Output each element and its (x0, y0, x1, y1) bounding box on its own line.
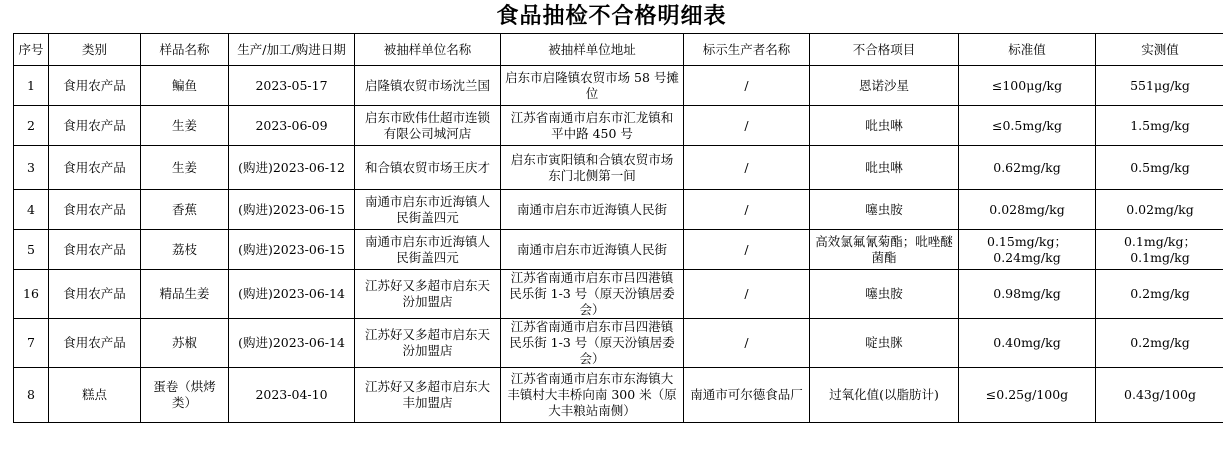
cell-item: 吡虫啉 (810, 106, 959, 146)
header-no: 序号 (14, 34, 49, 66)
table-row (14, 106, 1223, 146)
cell-standard: ≤0.5mg/kg (959, 106, 1096, 146)
cell-item: 噻虫胺 (810, 270, 959, 319)
table-row (14, 146, 1223, 190)
cell-measured: 0.1mg/kg； 0.1mg/kg (1096, 230, 1223, 270)
cell-category: 食用农产品 (49, 319, 141, 368)
cell-date: 2023-06-09 (229, 106, 355, 146)
cell-item: 恩诺沙星 (810, 66, 959, 106)
cell-producer: / (684, 319, 810, 368)
header-date: 生产/加工/购进日期 (229, 34, 355, 66)
table-header-row (14, 34, 1223, 66)
cell-address: 启东市寅阳镇和合镇农贸市场东门北侧第一间 (501, 146, 684, 190)
cell-item: 过氧化值(以脂肪计) (810, 368, 959, 423)
header-standard: 标准值 (959, 34, 1096, 66)
cell-standard: 0.40mg/kg (959, 319, 1096, 368)
cell-no: 7 (14, 319, 49, 368)
cell-measured: 1.5mg/kg (1096, 106, 1223, 146)
cell-measured: 0.02mg/kg (1096, 190, 1223, 230)
cell-date: (购进)2023-06-14 (229, 319, 355, 368)
header-item: 不合格项目 (810, 34, 959, 66)
cell-no: 5 (14, 230, 49, 270)
cell-no: 4 (14, 190, 49, 230)
cell-standard: ≤0.25g/100g (959, 368, 1096, 423)
cell-no: 3 (14, 146, 49, 190)
header-measured: 实测值 (1096, 34, 1223, 66)
header-category: 类别 (49, 34, 141, 66)
table-row (14, 66, 1223, 106)
table-row (14, 190, 1223, 230)
cell-sample: 苏椒 (141, 319, 229, 368)
cell-category: 食用农产品 (49, 190, 141, 230)
cell-measured: 0.2mg/kg (1096, 270, 1223, 319)
cell-category: 食用农产品 (49, 230, 141, 270)
cell-item: 噻虫胺 (810, 190, 959, 230)
cell-item: 啶虫脒 (810, 319, 959, 368)
table-row (14, 230, 1223, 270)
cell-unit: 江苏好又多超市启东天汾加盟店 (355, 270, 501, 319)
cell-unit: 启东市欧伟仕超市连锁有限公司城河店 (355, 106, 501, 146)
cell-address: 江苏省南通市启东市吕四港镇民乐街 1-3 号（原天汾镇居委会） (501, 319, 684, 368)
cell-address: 南通市启东市近海镇人民街 (501, 230, 684, 270)
cell-sample: 精品生姜 (141, 270, 229, 319)
cell-date: (购进)2023-06-14 (229, 270, 355, 319)
cell-date: 2023-04-10 (229, 368, 355, 423)
header-sample: 样品名称 (141, 34, 229, 66)
cell-producer: / (684, 106, 810, 146)
cell-sample: 生姜 (141, 106, 229, 146)
cell-address: 南通市启东市近海镇人民街 (501, 190, 684, 230)
cell-category: 食用农产品 (49, 270, 141, 319)
cell-date: (购进)2023-06-15 (229, 230, 355, 270)
page-title: 食品抽检不合格明细表 (496, 3, 727, 29)
cell-producer: / (684, 66, 810, 106)
cell-unit: 南通市启东市近海镇人民街盖四元 (355, 190, 501, 230)
cell-category: 食用农产品 (49, 106, 141, 146)
cell-unit: 启隆镇农贸市场沈兰国 (355, 66, 501, 106)
cell-sample: 生姜 (141, 146, 229, 190)
header-unit: 被抽样单位名称 (355, 34, 501, 66)
cell-unit: 江苏好又多超市启东天汾加盟店 (355, 319, 501, 368)
cell-address: 启东市启隆镇农贸市场 58 号摊位 (501, 66, 684, 106)
results-table (13, 33, 1223, 423)
cell-no: 1 (14, 66, 49, 106)
cell-no: 2 (14, 106, 49, 146)
cell-sample: 荔枝 (141, 230, 229, 270)
cell-item: 吡虫啉 (810, 146, 959, 190)
cell-address: 江苏省南通市启东市东海镇大丰镇村大丰桥向南 300 米（原大丰粮站南侧） (501, 368, 684, 423)
cell-measured: 0.43g/100g (1096, 368, 1223, 423)
table-row (14, 270, 1223, 319)
cell-sample: 蛋卷（烘烤类） (141, 368, 229, 423)
cell-category: 糕点 (49, 368, 141, 423)
cell-sample: 香蕉 (141, 190, 229, 230)
cell-category: 食用农产品 (49, 66, 141, 106)
cell-item: 高效氯氟氰菊酯；吡唑醚菌酯 (810, 230, 959, 270)
cell-standard: 0.62mg/kg (959, 146, 1096, 190)
cell-producer: 南通市可尔德食品厂 (684, 368, 810, 423)
cell-measured: 551μg/kg (1096, 66, 1223, 106)
cell-sample: 鳊鱼 (141, 66, 229, 106)
cell-standard: ≤100μg/kg (959, 66, 1096, 106)
cell-category: 食用农产品 (49, 146, 141, 190)
cell-date: (购进)2023-06-12 (229, 146, 355, 190)
table-row (14, 368, 1223, 423)
cell-address: 江苏省南通市启东市吕四港镇民乐街 1-3 号（原天汾镇居委会） (501, 270, 684, 319)
cell-no: 16 (14, 270, 49, 319)
cell-producer: / (684, 146, 810, 190)
cell-standard: 0.15mg/kg； 0.24mg/kg (959, 230, 1096, 270)
cell-standard: 0.028mg/kg (959, 190, 1096, 230)
cell-unit: 南通市启东市近海镇人民街盖四元 (355, 230, 501, 270)
cell-standard: 0.98mg/kg (959, 270, 1096, 319)
cell-address: 江苏省南通市启东市汇龙镇和平中路 450 号 (501, 106, 684, 146)
cell-date: (购进)2023-06-15 (229, 190, 355, 230)
cell-no: 8 (14, 368, 49, 423)
cell-unit: 江苏好又多超市启东大丰加盟店 (355, 368, 501, 423)
header-address: 被抽样单位地址 (501, 34, 684, 66)
cell-measured: 0.2mg/kg (1096, 319, 1223, 368)
cell-producer: / (684, 190, 810, 230)
cell-date: 2023-05-17 (229, 66, 355, 106)
cell-measured: 0.5mg/kg (1096, 146, 1223, 190)
header-producer: 标示生产者名称 (684, 34, 810, 66)
cell-producer: / (684, 230, 810, 270)
cell-unit: 和合镇农贸市场王庆才 (355, 146, 501, 190)
table-row (14, 319, 1223, 368)
cell-producer: / (684, 270, 810, 319)
